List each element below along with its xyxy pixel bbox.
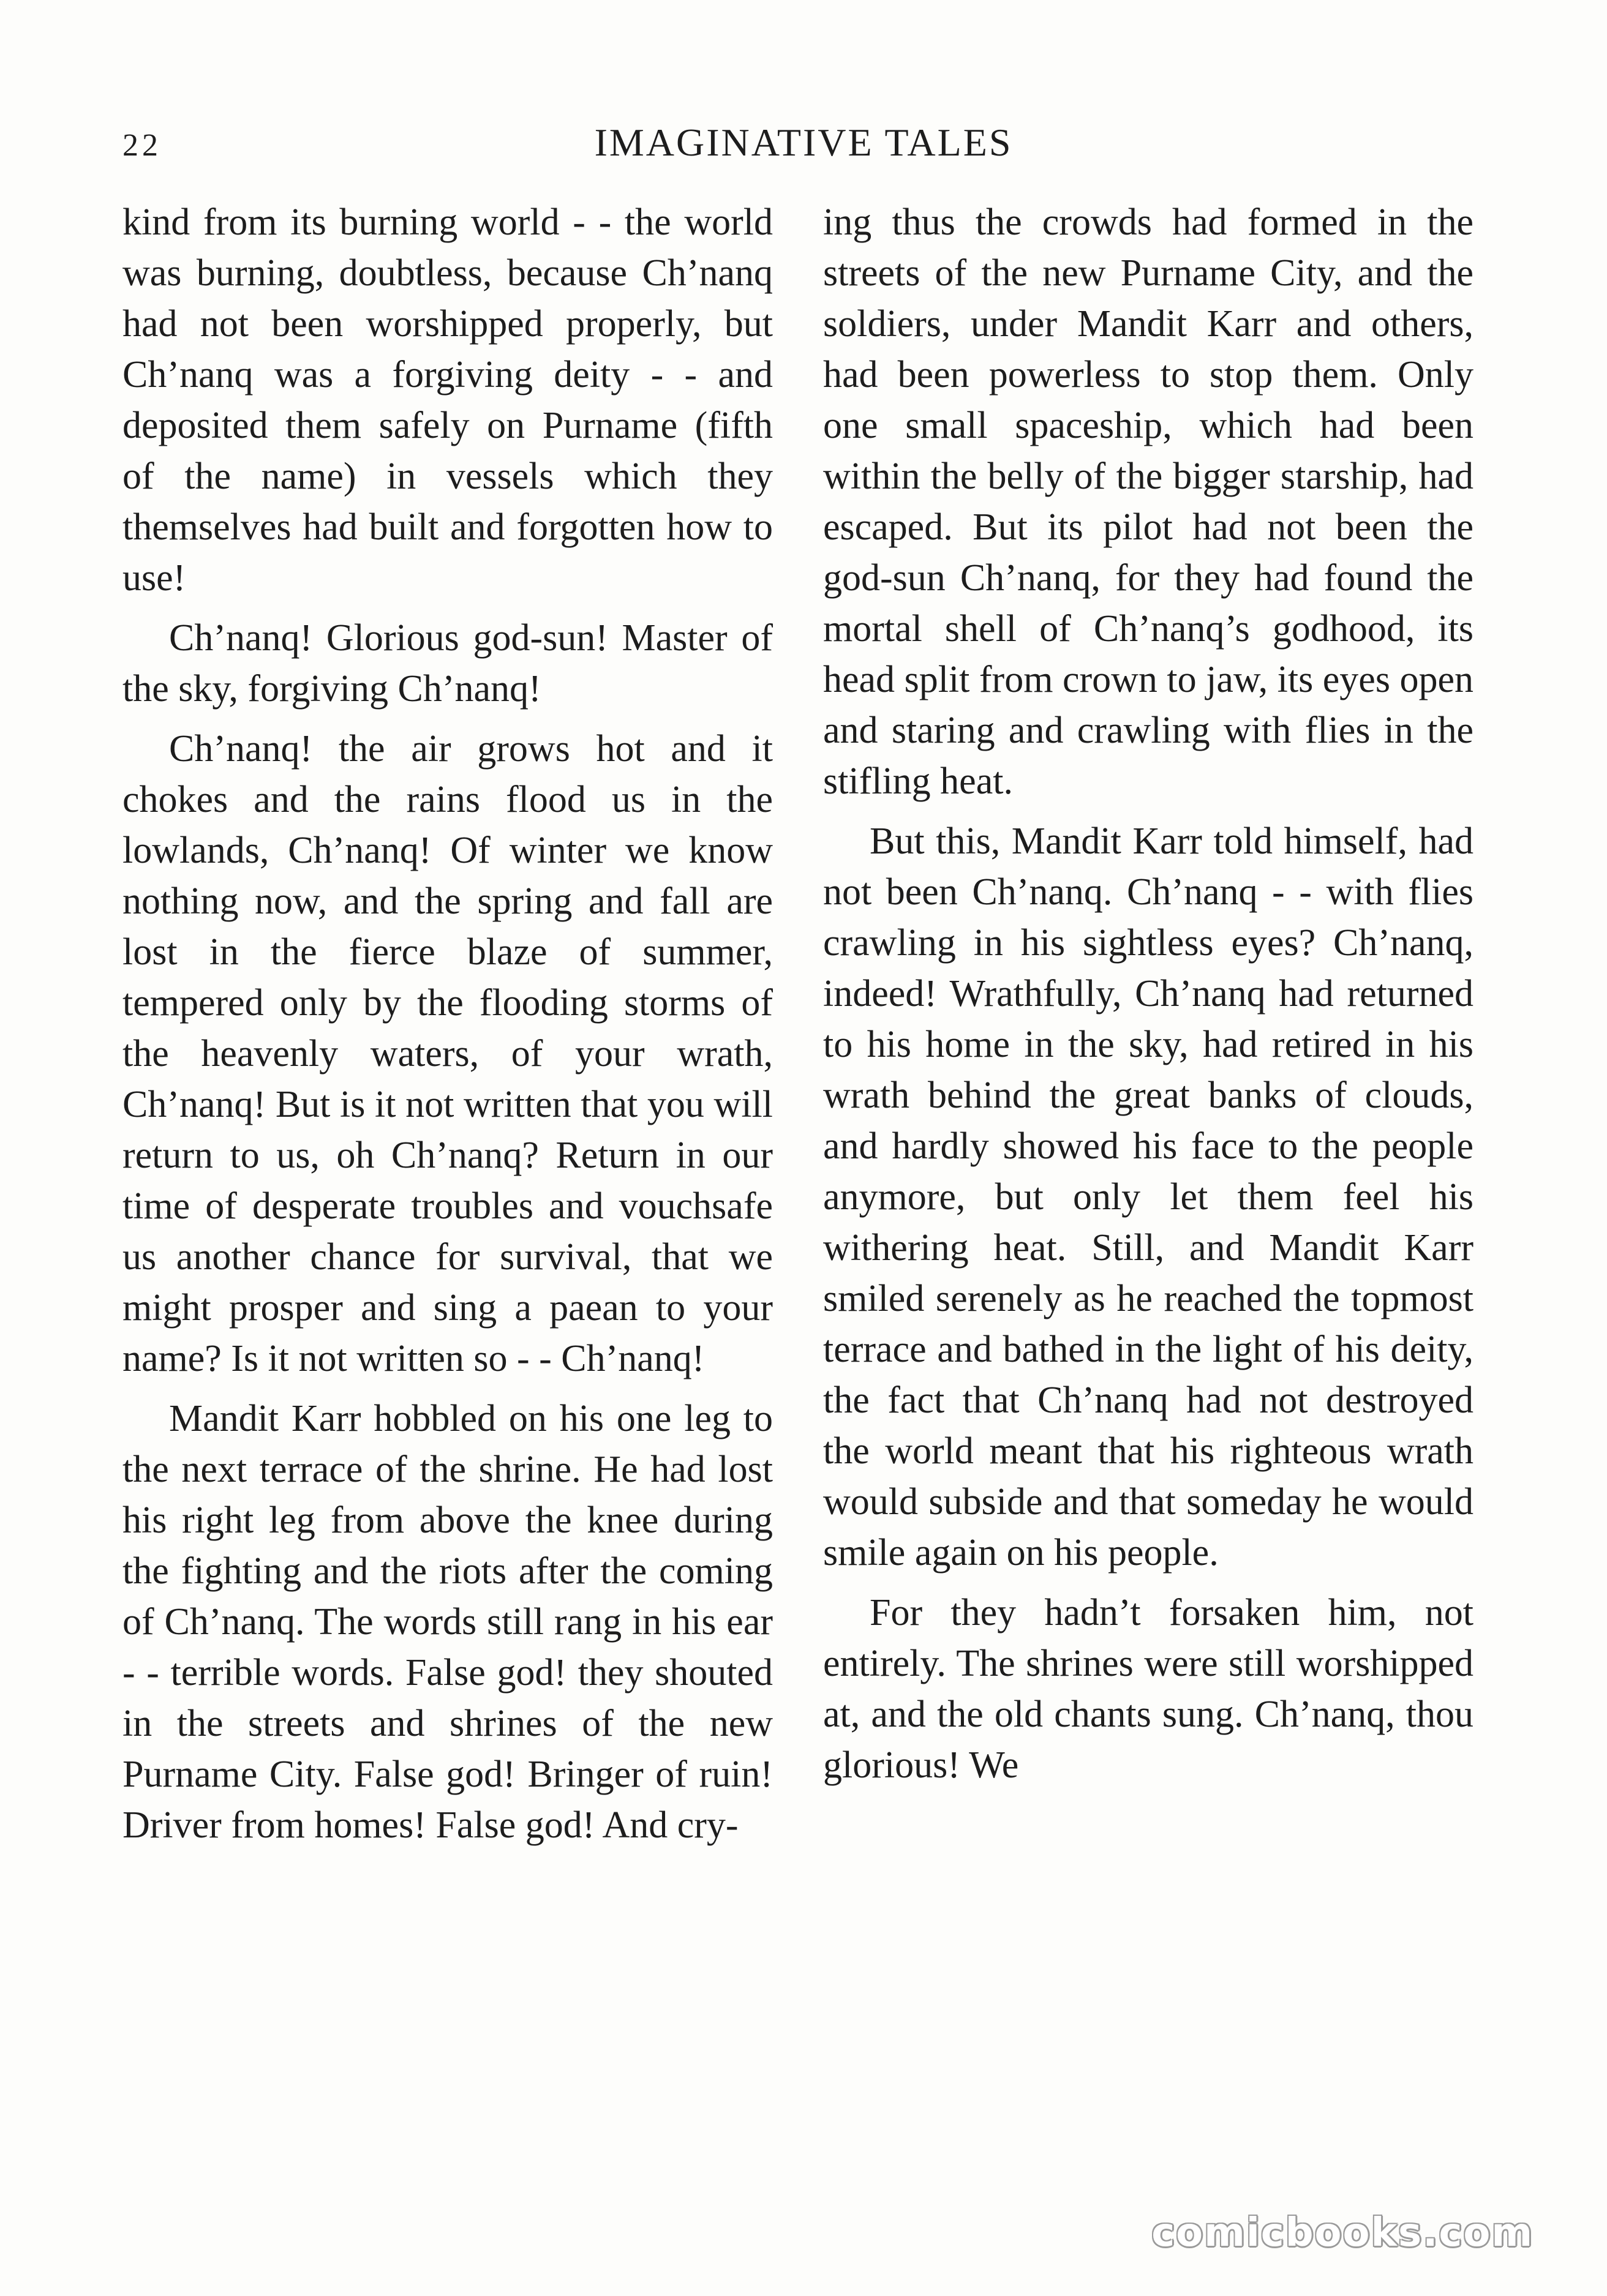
running-title: IMAGINATIVE TALES bbox=[594, 121, 1013, 164]
paragraph: Mandit Karr hobbled on his one leg to the next terrace of the shrine. He had lost his right leg from above the knee during the fighting and the riots after the coming of Ch’nanq. The words still rang in his ear - - terrible words. False god! they shouted in the streets and shrines of the new Purname City. False god! Bringer of ruin! Driver from homes! False god! And cry- bbox=[122, 1398, 773, 1846]
paragraph: Ch’nanq! the air grows hot and it chokes and the rains flood us in the lowlands, Ch’nanq! Of winter we know nothing now, and the spring and fall are lost in the fierce blaze of summer, tempered only by the flooding storms of the heavenly waters, of your wrath, Ch’nanq! But is it not written that you will return to us, oh Ch’nanq? Return in our time of desperate troubles and vouchsafe us another chance for survival, that we might prosper and sing a paean to your name? Is it not written so - - Ch’nanq! bbox=[122, 728, 773, 1379]
paragraph: Ch’nanq! Glorious god-sun! Master of the sky, forgiving Ch’nanq! bbox=[122, 617, 773, 710]
paragraph: But this, Mandit Karr told himself, had not been Ch’nanq. Ch’nanq - - with flies crawling in his sightless eyes? Ch’nanq, indeed! Wrathfully, Ch’nanq had returned to his home in the sky, had retired in his wrath behind the great banks of clouds, and hardly showed his face to the people anymore, but only let them feel his withering heat. Still, and Mandit Karr smiled serenely as he reached the topmost terrace and bathed in the light of his deity, the fact that Ch’nanq had not destroyed the world meant that his righteous wrath would subside and that someday he would smile again on his people. bbox=[823, 820, 1473, 1574]
left-column bbox=[122, 197, 773, 1860]
site-watermark: comicbooks.com bbox=[1151, 2210, 1534, 2256]
page-number: 22 bbox=[122, 128, 162, 163]
paragraph: For they hadn’t forsaken him, not entirely. The shrines were still worshipped at, and the old chants sung. Ch’nanq, thou glorious! We bbox=[823, 1592, 1473, 1786]
right-column bbox=[823, 197, 1473, 1800]
paragraph: kind from its burning world - - the world was burning, doubtless, because Ch’nanq had not been worshipped properly, but Ch’nanq was a forgiving deity - - and deposited them safely on Purname (fifth of the name) in vessels which they themselves had built and forgotten how to use! bbox=[122, 201, 773, 599]
paragraph: ing thus the crowds had formed in the streets of the new Purname City, and the soldiers, under Mandit Karr and others, had been powerless to stop them. Only one small spaceship, which had been within the belly of the bigger starship, had escaped. But its pilot had not been the god-sun Ch’nanq, for they had found the mortal shell of Ch’nanq’s godhood, its head split from crown to jaw, its eyes open and staring and crawling with flies in the stifling heat. bbox=[823, 201, 1473, 802]
